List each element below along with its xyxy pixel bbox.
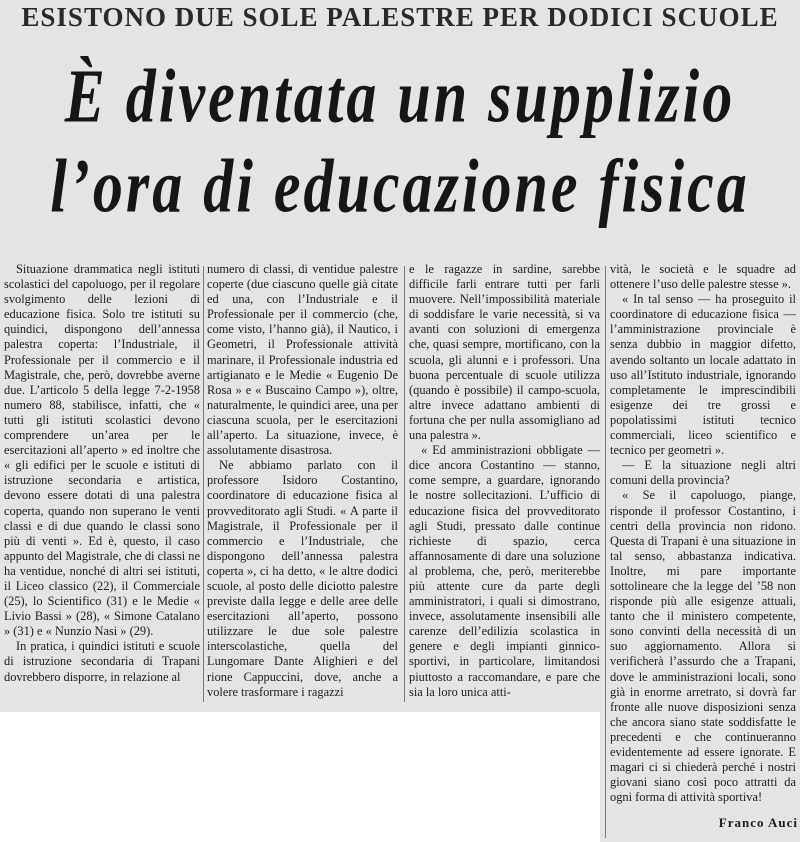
headline-line-1: È diventata un supplizio (64, 53, 736, 139)
column-rule (203, 266, 204, 702)
article-paragraph: « Se il capoluogo, piange, risponde il professor Costantino, i centri della provincia non ridono. Questa di Trapani è una situazione in tal senso, abbastanza indicativa. Inoltre, mi pare importante sottolineare che la legge del ’58 non risponde più alle esigenze attuali, tanto che il ministero competente, sono convinti della necessità di un suo aggiornamento. Allora si verificherà l’assurdo che a Trapani, dove le amministrazioni locali, sono già in enorme arretrato, si dovrà far fronte alle nuove disposizioni senza che ancora siano state soddisfatte le precedenti e che continueranno evidentemente ad essere ignorate. E magari ci si chiederà perché i nostri giovani siano così poco attratti da ogni forma di attività sportiva! (610, 488, 796, 805)
author-signature: Franco Auci (718, 815, 798, 830)
article-paragraph: numero di classi, di ventidue palestre coperte (due ciascuno quelle già citate ed una, con l’Industriale e il Professionale per il commercio (che, come visto, l’hanno già), il Nautico, i Geometri, il Professionale attività marinare, il Professionale industria ed artigianato e le Medie « Eugenio De Rosa » e « Buscaino Campo »), oltre, naturalmente, le quindici aree, una per ciascuna scuola, per le esercitazioni all’aperto. La situazione, invece, è assolutamente disastrosa. (207, 262, 398, 458)
article-column-3 (409, 262, 600, 700)
article-paragraph: In pratica, i quindici istituti e scuole di istruzione secondaria di Trapani dovrebbero disporre, in relazione al (4, 639, 200, 684)
article-paragraph: Ne abbiamo parlato con il professore Isidoro Costantino, coordinatore di educazione fisica al provveditorato agli Studi. « A parte il Magistrale, il Professionale per il commercio e l’Industriale, che dispongono dell’annessa palestra coperta », ci ha detto, « le altre dodici scuole, al posto delle diciotto palestre previste dalla legge e delle aree delle esercitazioni all’aperto, possono utilizzare le due sole palestre interscolastiche, quella del Lungomare Dante Alighieri e del rione Cappuccini, dove, anche a volere trasformare i ragazzi (207, 458, 398, 699)
article-paragraph: « Ed amministrazioni obbligate — dice ancora Costantino — stanno, come sempre, a guardare, ignorando le nostre sollecitazioni. L’ufficio di educazione fisica del provveditorato agli Studi, pressato dalle continue richieste di spazio, cerca affannosamente di dare una soluzione al problema, che, però, meriterebbe più attente cure da parte degli amministratori, i quali si dimostrano, invece, assolutamente insensibili alle carenze dell’edilizia scolastica in genere e degli impianti ginnico-sportivi, in particolare, limitandosi piuttosto a raccomandare, e pare che sia la loro unica atti- (409, 443, 600, 699)
article-column-4 (610, 262, 796, 805)
headline-line-2: l’ora di educazione fisica (50, 143, 750, 229)
column-rule (605, 266, 606, 838)
article-paragraph: vità, le società e le squadre ad ottenere l’uso delle palestre stesse ». (610, 262, 796, 292)
article-paragraph: Situazione drammatica negli istituti scolastici del capoluogo, per il regolare svolgimento delle lezioni di educazione fisica. Solo tre istituti su quindici, dispongono dell’annessa palestra coperta: l’Industriale, il Professionale per il commercio e il Magistrale, che, però, dovrebbe averne due. L’articolo 5 della legge 7-2-1958 numero 88, stabilisce, infatti, che « tutti gli istituti scolastici devono comprendere un’area per le esercitazioni all’aperto » ed inoltre che « gli edifici per le scuole e istituti di istruzione secondaria e artistica, devono essere dotati di una palestra coperta, quando non superano le venti classi e di due quando le classi sono più di venti ». Ed è, questo, il caso appunto del Magistrale, che di classi ne ha ventidue, nonché di altri sei istituti, il Liceo classico (22), il Commerciale (25), lo Scientifico (31) e le Medie « Livio Bassi » (28), « Simone Catalano » (31) e « Nunzio Nasi » (29). (4, 262, 200, 639)
article-column-2 (207, 262, 398, 700)
article-paragraph: — E la situazione negli altri comuni della provincia? (610, 458, 796, 488)
article-paragraph: « In tal senso — ha proseguito il coordinatore di educazione fisica — l’amministrazione provinciale è senza dubbio in maggior difetto, avendo soltanto un locale adattato in uso all’Istituto industriale, ignorando completamente le imprescindibili esigenze dei tre grossi e popolatissimi istituti tecnico commerciali, liceo scientifico e tecnico per geometri ». (610, 292, 796, 458)
column-rule (404, 266, 405, 702)
article-paragraph: e le ragazze in sardine, sarebbe difficile farli entrare tutti per farli muovere. Nell’impossibilità materiale di soddisfare le varie necessità, si va avanti con soluzioni di emergenza che, quasi sempre, mortificano, con la scuola, gli alunni e i professori. Una buona percentuale di scuole utilizza (quando è possibile) il campo-scuola, altre invece adattano ambienti di fortuna che per nulla assomigliano ad una palestra ». (409, 262, 600, 443)
kicker-headline: ESISTONO DUE SOLE PALESTRE PER DODICI SCUOLE (21, 2, 779, 32)
article-column-1 (4, 262, 200, 685)
